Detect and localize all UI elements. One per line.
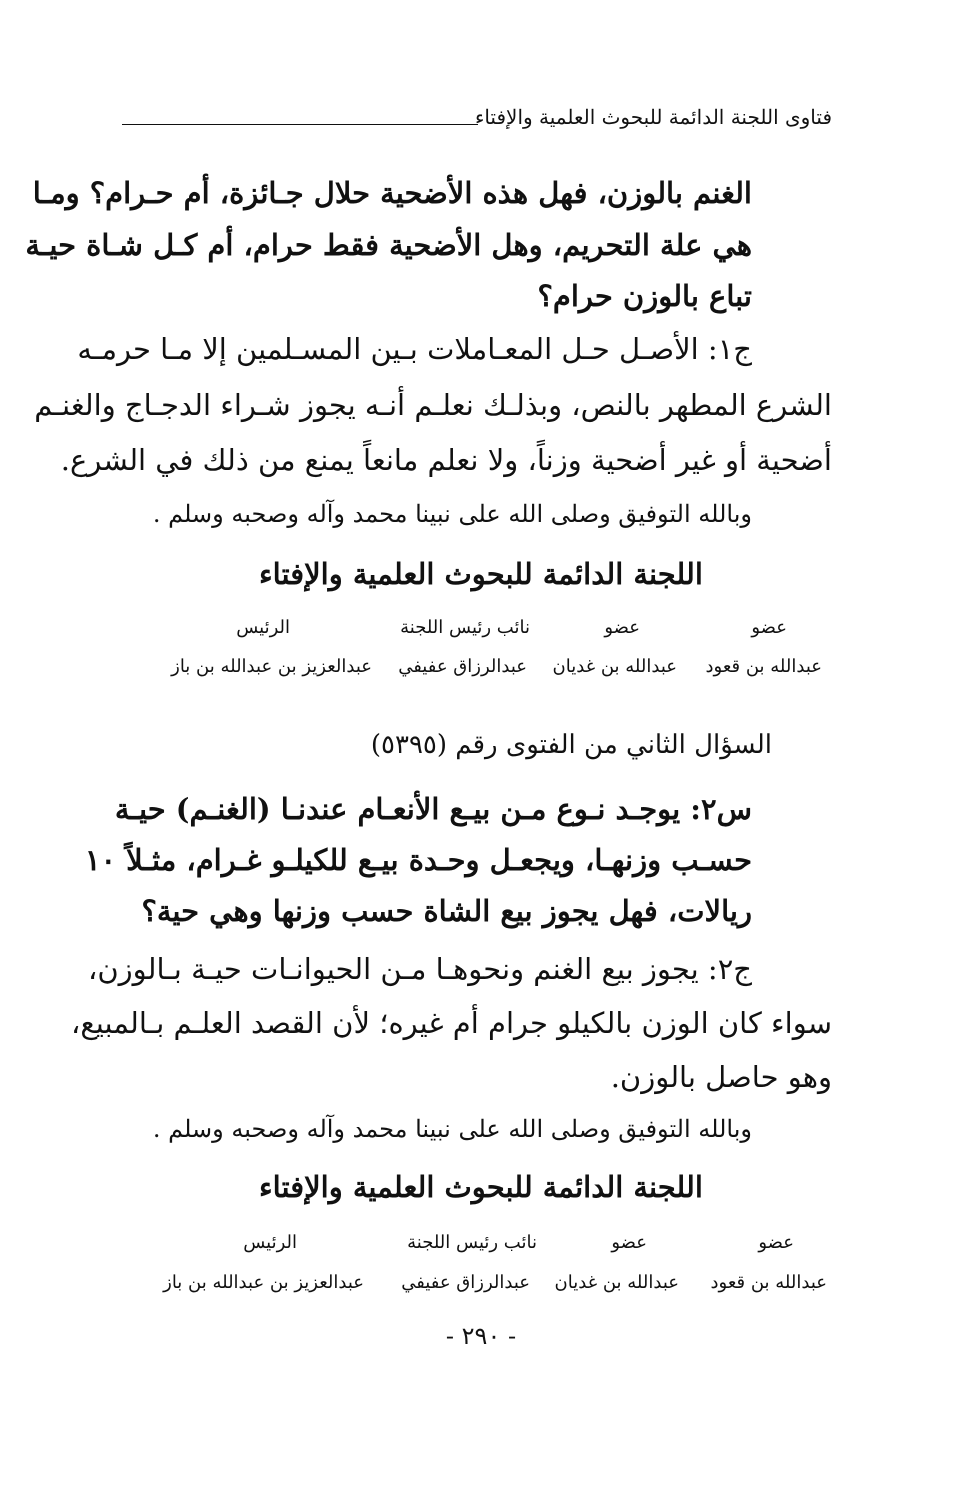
answer-line: أضحية أو غير أضحية وزناً، ولا نعلم مانعاً يمنع من ذلك في الشرع. bbox=[60, 443, 832, 477]
signature-name: عبدالرزاق عفيفي bbox=[398, 656, 527, 677]
answer-line: ج٢: يجوز بيع الغنم ونحوهـا مـن الحيوانـات حيـة بـالوزن، bbox=[87, 952, 752, 986]
signature-role: نائب رئيس اللجنة bbox=[400, 617, 530, 638]
signature-role: عضو bbox=[611, 1232, 647, 1253]
section-title: السؤال الثاني من الفتوى رقم (٥٣٩٥) bbox=[370, 730, 772, 760]
question-line: هي علة التحريم، وهل الأضحية فقط حرام، أم كـل شـاة حيـة bbox=[25, 228, 752, 262]
closing-formula: وبالله التوفيق وصلى الله على نبينا محمد وآله وصحبه وسلم . bbox=[152, 1115, 752, 1143]
signature-name: عبدالله بن قعود bbox=[705, 656, 822, 677]
signature-role: الرئيس bbox=[236, 617, 290, 638]
signature-name: عبدالله بن غديان bbox=[552, 656, 677, 677]
signature-name: عبدالله بن قعود bbox=[710, 1272, 827, 1293]
question-line: تباع بالوزن حرام؟ bbox=[537, 279, 752, 313]
committee-name: اللجنة الدائمة للبحوث العلمية والإفتاء bbox=[259, 557, 703, 591]
answer-line: وهو حاصل بالوزن. bbox=[610, 1060, 832, 1094]
answer-line: الشرع المطهر بالنص، وبذلـك نعلـم أنـه يجوز شـراء الدجـاج والغنـم bbox=[34, 388, 832, 422]
signature-name: عبدالرزاق عفيفي bbox=[401, 1272, 530, 1293]
signature-role: الرئيس bbox=[243, 1232, 297, 1253]
signature-name: عبدالعزيز بن عبدالله بن باز bbox=[171, 656, 372, 677]
question-line: الغنم بالوزن، فهل هذه الأضحية حلال جـائزة، أم حـرام؟ ومـا bbox=[32, 176, 752, 210]
question-line: س٢: يوجـد نـوع مـن بيـع الأنعـام عندنـا (الغنـم) حيـة bbox=[114, 792, 752, 826]
signature-role: عضو bbox=[751, 617, 787, 638]
signature-role: عضو bbox=[758, 1232, 794, 1253]
question-line: ريالات، فهل يجوز بيع الشاة حسب وزنها وهي حية؟ bbox=[141, 894, 752, 928]
closing-formula: وبالله التوفيق وصلى الله على نبينا محمد وآله وصحبه وسلم . bbox=[152, 500, 752, 528]
question-line: حسـب وزنهـا، ويجعـل وحـدة بيـع للكيلـو غـرام، مثـلاً ١٠ bbox=[84, 843, 752, 877]
signature-name: عبدالعزيز بن عبدالله بن باز bbox=[163, 1272, 364, 1293]
header-rule bbox=[122, 124, 478, 125]
signature-role: نائب رئيس اللجنة bbox=[407, 1232, 537, 1253]
answer-line: سواء كان الوزن بالكيلو جرام أم غيره؛ لأن القصد العلـم بـالمبيع، bbox=[71, 1006, 832, 1040]
answer-line: ج١: الأصـل حـل المعـاملات بـين المسـلمين إلا مـا حرمـه bbox=[77, 332, 752, 366]
page-number: - ٢٩٠ - bbox=[445, 1322, 517, 1350]
running-title: فتاوى اللجنة الدائمة للبحوث العلمية والإفتاء bbox=[474, 105, 832, 129]
signature-role: عضو bbox=[604, 617, 640, 638]
signature-name: عبدالله بن غديان bbox=[554, 1272, 679, 1293]
committee-name: اللجنة الدائمة للبحوث العلمية والإفتاء bbox=[259, 1170, 703, 1204]
